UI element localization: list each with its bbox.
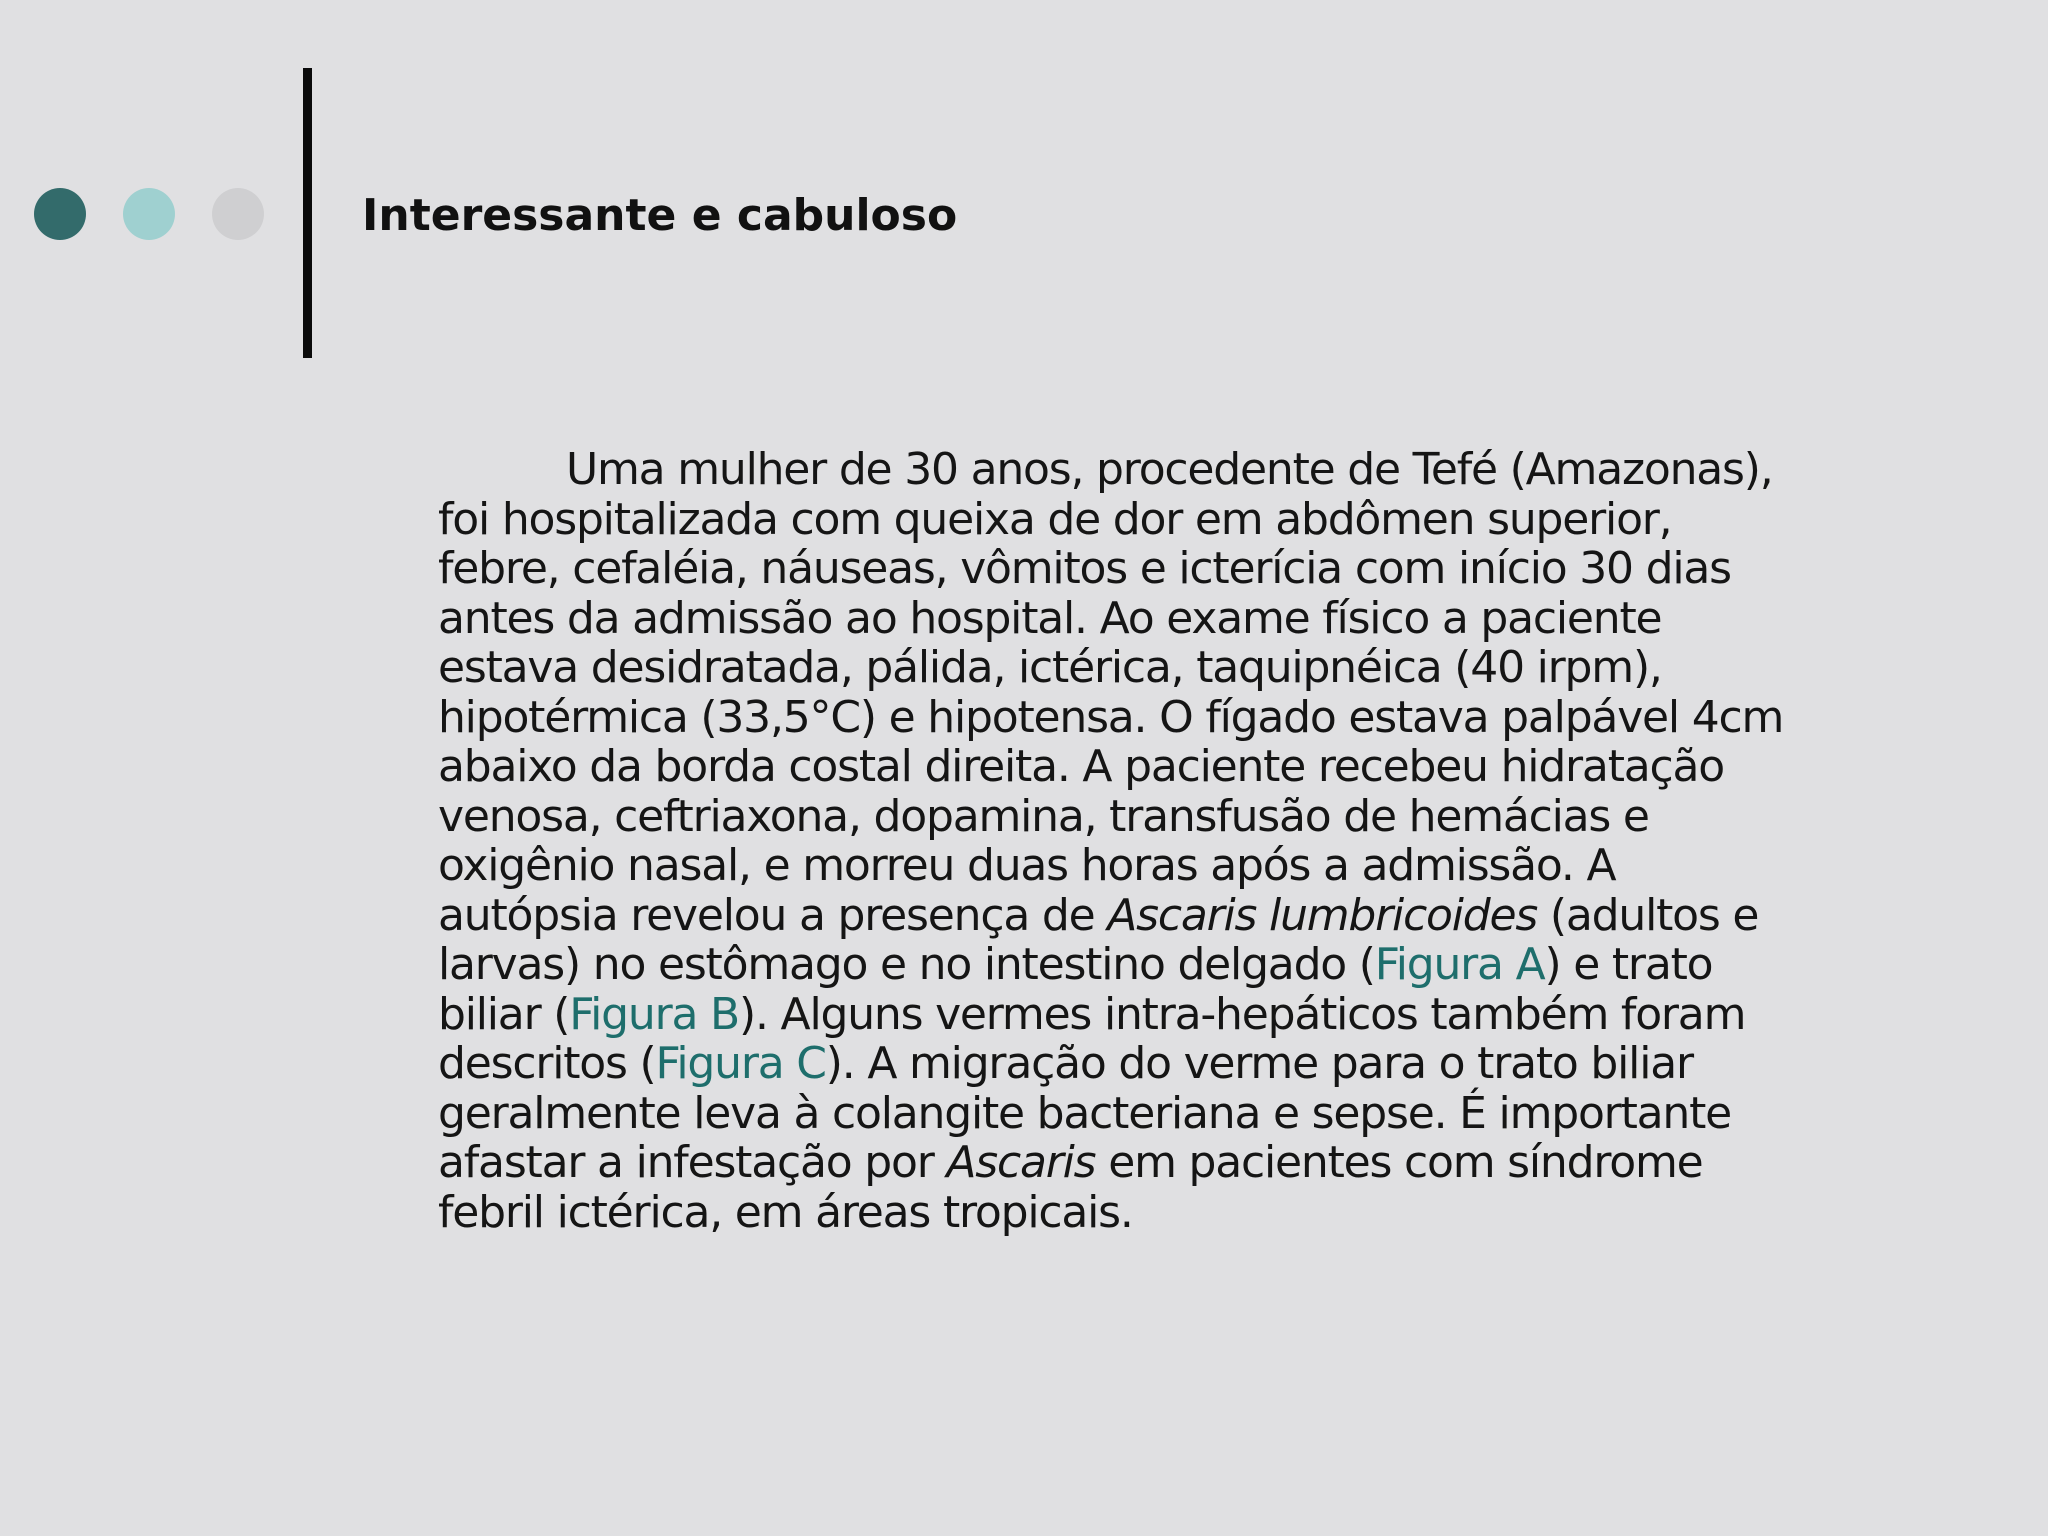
body-line-1-text: Uma mulher de 30 anos, procedente de Tefé (Amazonas),: [566, 444, 1773, 495]
body-line-1: [438, 445, 1998, 495]
body-line-12-start: biliar (: [438, 988, 570, 1040]
body-line-11: [438, 940, 1998, 990]
body-line-4: antes da admissão ao hospital. Ao exame físico a paciente: [438, 592, 1662, 644]
body-line-12-end: ). Alguns vermes intra-hepáticos também foram: [739, 988, 1746, 1040]
body-line-13: [438, 1039, 1998, 1089]
body-line-2: foi hospitalizada com queixa de dor em abdômen superior,: [438, 493, 1672, 545]
body-line-6: hipotérmica (33,5°C) e hipotensa. O fígado estava palpável 4cm: [438, 691, 1784, 743]
body-line-11-end: ) e trato: [1544, 939, 1713, 990]
body-line-3: febre, cefaléia, náuseas, vômitos e icterícia com início 30 dias: [438, 543, 1731, 594]
body-line-10-start: autópsia revelou a presença de: [438, 889, 1108, 941]
body-line-11-start: larvas) no estômago e no intestino delgado (: [438, 939, 1375, 990]
figura-a-link[interactable]: Figura A: [1374, 939, 1545, 990]
genus-name-italic: Ascaris: [946, 1137, 1096, 1188]
figura-c-link[interactable]: Figura C: [655, 1038, 826, 1089]
decorative-dots: [34, 188, 264, 240]
slide-body-text: [438, 445, 1998, 1237]
body-line-8: venosa, ceftriaxona, dopamina, transfusão de hemácias e: [438, 790, 1649, 842]
dot-light-gray: [212, 188, 264, 240]
body-line-10-end: (adultos e: [1537, 889, 1759, 941]
vertical-rule: [303, 68, 312, 358]
body-line-10: [438, 891, 1998, 941]
body-line-7: abaixo da borda costal direita. A paciente recebeu hidratação: [438, 741, 1724, 792]
body-line-13-end: ). A migração do verme para o trato biliar: [825, 1038, 1693, 1089]
body-line-13-start: descritos (: [438, 1038, 656, 1089]
dot-dark-teal: [34, 188, 86, 240]
figura-b-link[interactable]: Figura B: [569, 988, 739, 1040]
body-line-16: febril ictérica, em áreas tropicais.: [438, 1186, 1133, 1238]
body-line-9: oxigênio nasal, e morreu duas horas após a admissão. A: [438, 840, 1616, 891]
slide-title: Interessante e cabuloso: [362, 190, 958, 241]
dot-light-teal: [123, 188, 175, 240]
body-line-14: geralmente leva à colangite bacteriana e sepse. É importante: [438, 1087, 1731, 1139]
body-line-15-start: afastar a infestação por: [438, 1137, 947, 1188]
body-line-12: [438, 990, 1998, 1040]
body-line-15-end: em pacientes com síndrome: [1095, 1137, 1703, 1188]
species-name-italic: Ascaris lumbricoides: [1107, 889, 1538, 941]
body-line-5: estava desidratada, pálida, ictérica, taquipnéica (40 irpm),: [438, 642, 1662, 693]
body-line-15: [438, 1138, 1998, 1188]
